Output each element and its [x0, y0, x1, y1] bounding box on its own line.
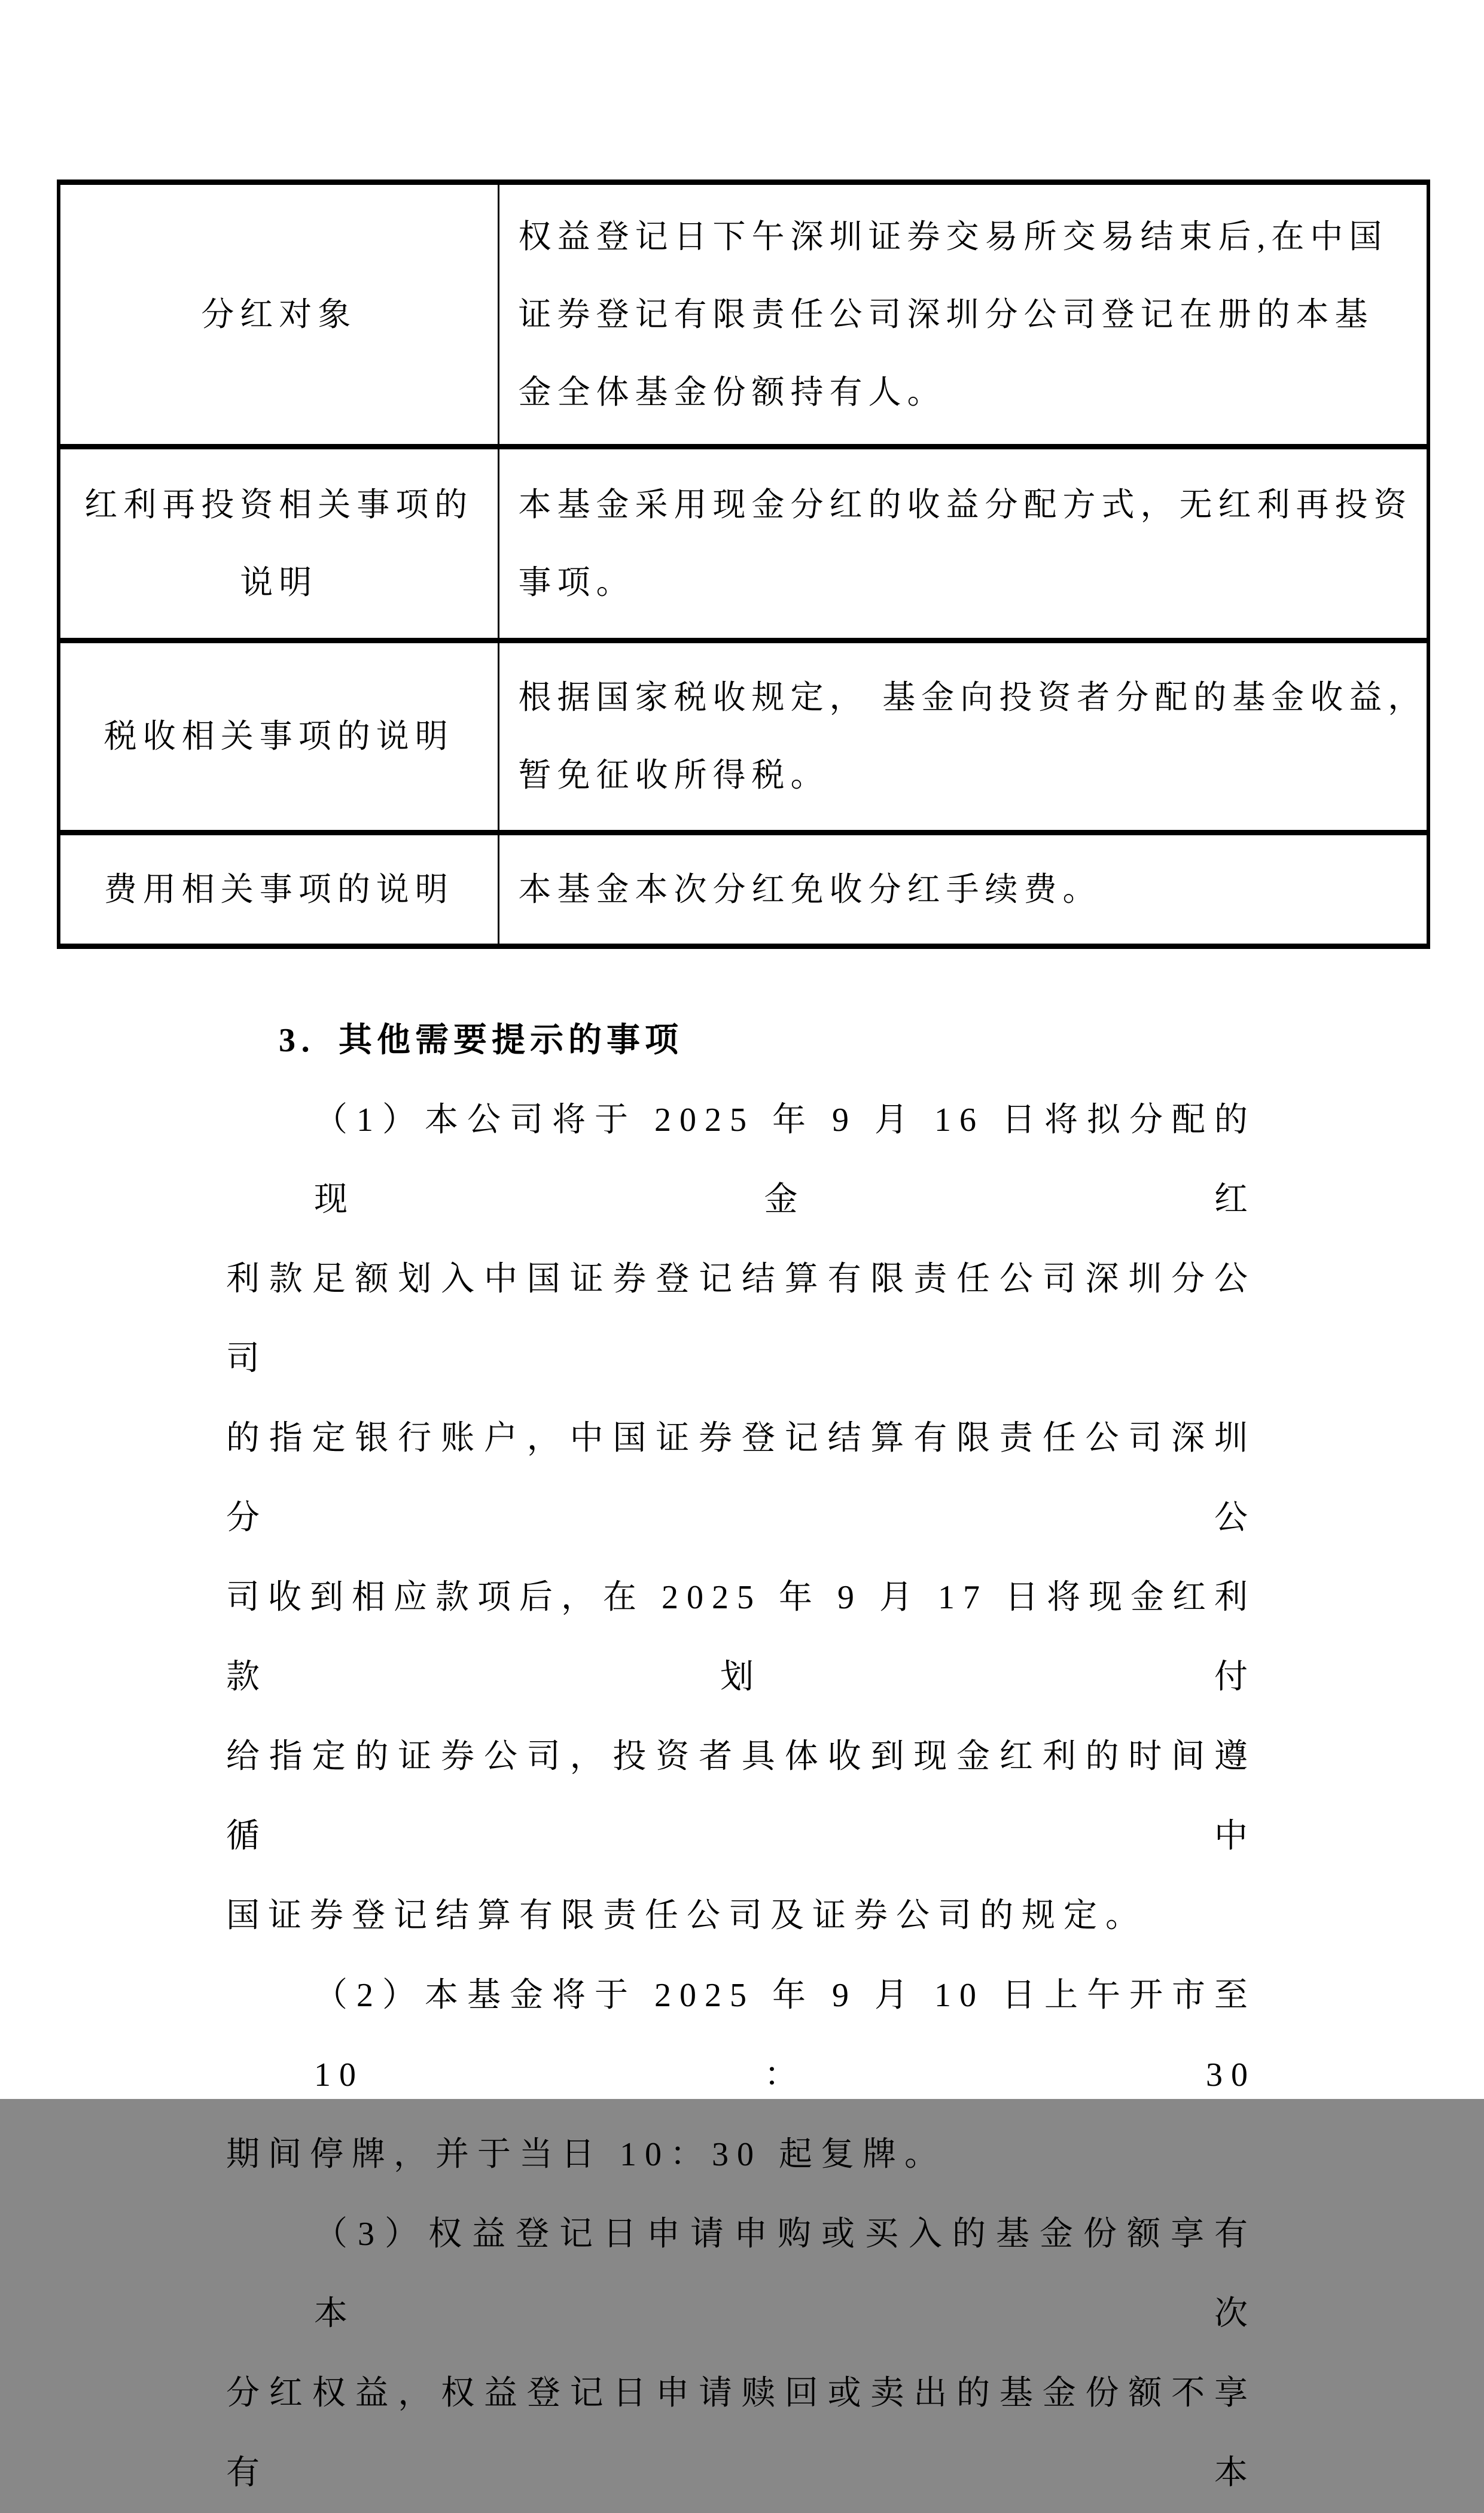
paragraph-line: （1）本公司将于 2025 年 9 月 16 日将拟分配的现金红 — [314, 1102, 1256, 1218]
row-label: 说明 — [240, 564, 318, 601]
row-label-cell — [59, 833, 498, 947]
row-label-cell — [59, 182, 498, 447]
paragraph-line: 的指定银行账户，中国证券登记结算有限责任公司深圳分公 — [226, 1420, 1256, 1537]
row-content-line: 权益登记日下午深圳证券交易所交易结束后,在中国 — [518, 218, 1388, 255]
paragraph-line: 给指定的证券公司，投资者具体收到现金红利的时间遵循中 — [226, 1738, 1256, 1855]
paragraph-line: 司收到相应款项后，在 2025 年 9 月 17 日将现金红利款划付 — [226, 1579, 1256, 1696]
paragraph-line: （3）权益登记日申请申购或买入的基金份额享有本次 — [314, 2216, 1256, 2332]
row-content-cell — [498, 641, 1428, 833]
row-label: 红利再投资相关事项的 — [84, 486, 474, 523]
table-row — [59, 833, 1428, 947]
row-content-cell — [498, 182, 1428, 447]
section-other-notices — [226, 1001, 1256, 2513]
row-content-cell — [498, 447, 1428, 641]
table-row — [59, 641, 1428, 833]
row-content-line: 本基金本次分红免收分红手续费。 — [518, 871, 1102, 908]
row-label-cell — [59, 641, 498, 833]
row-content-cell — [498, 833, 1428, 947]
row-label: 费用相关事项的说明 — [103, 871, 454, 908]
row-content-line: 本基金采用现金分红的收益分配方式，无红利再投资 — [518, 486, 1413, 523]
row-label-cell — [59, 447, 498, 641]
paragraph-line: （2）本基金将于 2025 年 9 月 10 日上午开市至 10：30 — [314, 1977, 1256, 2094]
row-label: 税收相关事项的说明 — [103, 718, 454, 754]
row-content-line: 暂免征收所得税。 — [518, 757, 830, 793]
row-content-line: 证券登记有限责任公司深圳分公司登记在册的本基 — [518, 296, 1374, 333]
paragraph-line: 分红权益，权益登记日申请赎回或卖出的基金份额不享有本 — [226, 2375, 1256, 2491]
row-content-line: 金全体基金份额持有人。 — [518, 373, 946, 410]
row-content-line: 根据国家税收规定， 基金向投资者分配的基金收益， — [518, 679, 1427, 716]
table-row — [59, 182, 1428, 447]
paragraph-line: 利款足额划入中国证券登记结算有限责任公司深圳分公司 — [226, 1261, 1256, 1377]
table-row — [59, 447, 1428, 641]
row-content-line: 事项。 — [518, 564, 635, 601]
section-heading: 3．其他需要提示的事项 — [279, 1022, 683, 1059]
paragraph-line: 期间停牌，并于当日 10：30 起复牌。 — [226, 2136, 946, 2173]
paragraph-line: 国证券登记结算有限责任公司及证券公司的规定。 — [226, 1897, 1147, 1934]
row-label: 分红对象 — [201, 296, 357, 333]
dividend-info-table — [57, 180, 1430, 949]
